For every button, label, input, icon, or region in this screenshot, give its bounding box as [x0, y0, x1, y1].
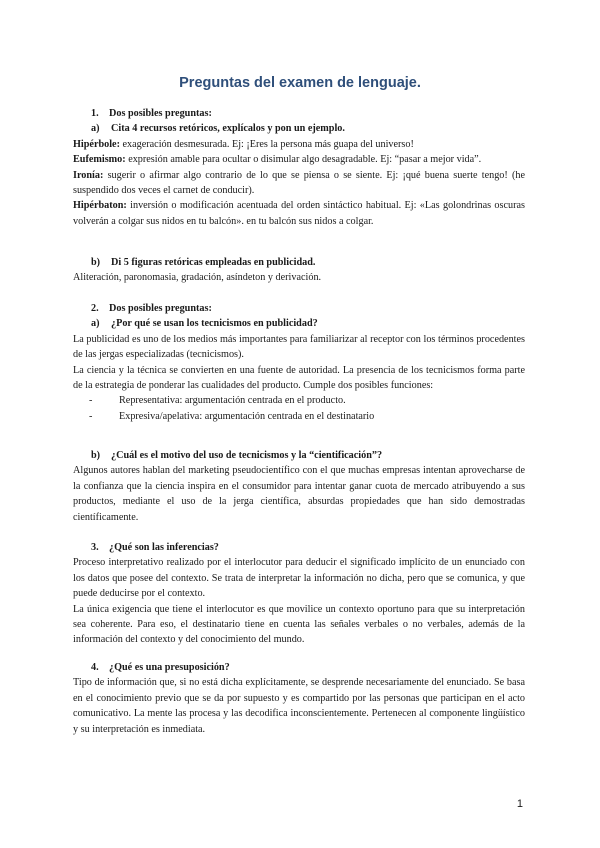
section-2b-heading: b) ¿Cuál es el motivo del uso de tecnicismos y la “cientificación”?: [91, 450, 383, 461]
section-4-heading: 4. ¿Qué es una presuposición?: [91, 662, 230, 673]
section-1a-heading: a) Cita 4 recursos retóricos, explícalos y pon un ejemplo.: [91, 123, 345, 135]
section-1b-text: Aliteración, paronomasia, gradación, asíndeton y derivación.: [73, 272, 322, 284]
section-2-heading: 2. Dos posibles preguntas:: [91, 303, 212, 314]
section-3-paragraph-1: Proceso interpretativo realizado por el interlocutor para deducir el significado implícito de un enunciado con los datos que posee del contexto. Se trata de interpretar la información no dicha, pero que se comunica, y que puede deducirse por el contexto.: [73, 557, 525, 600]
list-item: - Representativa: argumentación centrada en el producto.: [73, 393, 525, 408]
section-2a-paragraph-2: La ciencia y la técnica se convierten en una fuente de autoridad. La presencia de los tecnicismos forma parte de la estrategia de ponderar las cualidades del producto. Cumple dos posibles funciones:: [73, 364, 525, 392]
section-2a-paragraph-1: La publicidad es uno de los medios más importantes para familiarizar al receptor con los términos procedentes de las jergas especializadas (tecnicismos).: [73, 333, 525, 361]
section-4: [73, 660, 525, 737]
page-number: 1: [516, 798, 523, 810]
item-eufemismo: Eufemismo: expresión amable para ocultar o disimular algo desagradable. Ej: “pasar a mejor vida”.: [73, 154, 482, 166]
section-2a-heading: a) ¿Por qué se usan los tecnicismos en publicidad?: [91, 318, 318, 330]
section-2b: [73, 448, 525, 525]
item-hiperbaton: Hipérbaton: inversión o modificación acentuada del orden sintáctico habitual. Ej: «Las golondrinas oscuras volverán a colgar sus nidos en tu balcón». en tu balcón sus nidos a colgar.: [73, 200, 525, 227]
bullet-dash: -: [89, 395, 93, 407]
section-1-heading: 1. Dos posibles preguntas:: [91, 108, 212, 119]
section-1b-heading: b) Di 5 figuras retóricas empleadas en publicidad.: [91, 257, 316, 268]
bullet-dash: -: [89, 410, 93, 422]
section-3-heading: 3. ¿Qué son las inferencias?: [91, 542, 219, 553]
list-item: - Expresiva/apelativa: argumentación centrada en el destinatario: [73, 409, 525, 424]
section-3: [73, 540, 525, 648]
section-1b: [73, 255, 525, 286]
section-4-paragraph-1: Tipo de información que, si no está dicha explícitamente, se desprende necesariamente del enunciado. Se basa en el conocimiento previo que se da por supuesto y es compartido por las personas que participan en el acto comunicativo. La mente las procesa y las decodifica inconscientemente. Pertenecen al componente lingüístico y su interpretación es inmediata.: [73, 677, 525, 735]
section-3-paragraph-2: La única exigencia que tiene el interlocutor es que movilice un contexto oportuno para que su interpretación sea coherente. Para eso, el destinatario tiene en cuenta las señales verbales o no verbales, además de la información del contexto y del conocimiento del mundo.: [73, 603, 525, 646]
item-ironia: Ironía: sugerir o afirmar algo contrario de lo que se piensa o se siente. Ej: ¡qué buena suerte tengo! (he suspendido dos veces el carnet de conducir).: [73, 169, 525, 197]
page-title: Preguntas del examen de lenguaje.: [179, 75, 421, 91]
item-hiperbole: Hipérbole: exageración desmesurada. Ej: ¡Eres la persona más guapa del universo!: [73, 138, 414, 150]
section-1: [73, 106, 525, 229]
section-2b-text: Algunos autores hablan del marketing pseudocientífico con el que muchas empresas intentan aprovecharse de la confianza que la ciencia inspira en el consumidor para intentar ganar cuota de mercado atribuyendo a sus productos, mediante el uso de la jerga científica, absurdas propiedades que han sido demostradas científicamente.: [73, 465, 525, 523]
section-2: [73, 301, 525, 424]
